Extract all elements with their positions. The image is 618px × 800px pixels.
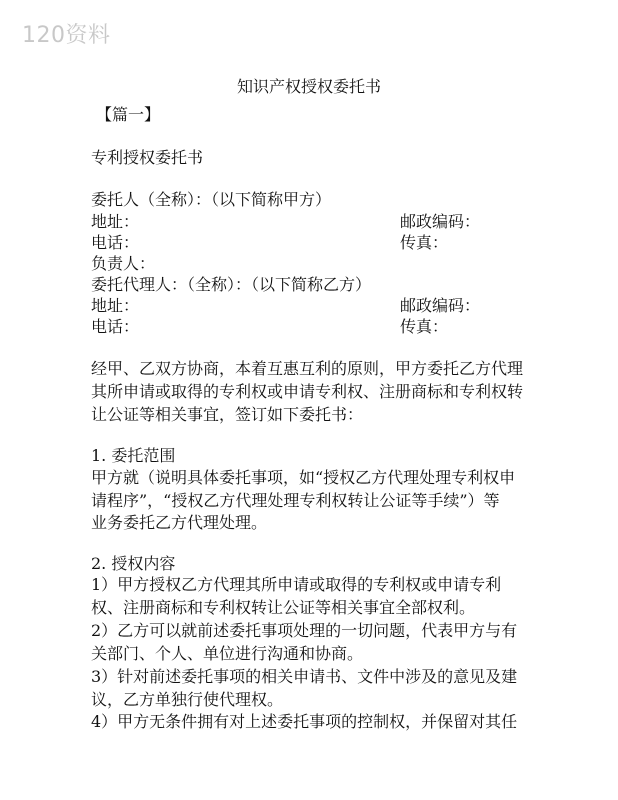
agent-postcode-label: 邮政编码： [400,296,481,315]
intro-line: 其所申请或取得的专利权或申请专利权、注册商标和专利权转 [91,382,524,401]
agent-address-label: 地址： [91,296,140,315]
client-person-label: 负责人： [91,254,156,273]
agent-phone-label: 电话： [91,317,140,336]
section-1-line: 业务委托乙方代理处理。 [91,513,268,532]
watermark-logo: 120资料 [22,23,111,48]
section-2-line: 4）甲方无条件拥有对上述委托事项的控制权，并保留对其任 [91,712,518,731]
document-title: 知识产权授权委托书 [236,77,381,96]
client-fax-label: 传真： [400,233,449,252]
section-2-heading: 2. 授权内容 [91,554,176,573]
section-1-line: 请程序”，“授权乙方代理处理专利权转让公证等手续”）等 [91,491,500,510]
section-1-heading: 1. 委托范围 [91,446,176,465]
section-2-line: 1）甲方授权乙方代理其所申请或取得的专利权或申请专利 [91,575,502,594]
section-tag: 【篇一】 [96,105,161,124]
client-postcode-label: 邮政编码： [400,212,481,231]
agent-fax-label: 传真： [400,317,449,336]
section-1-line: 甲方就（说明具体委托事项，如“授权乙方代理处理专利权申 [91,468,516,487]
agent-label: 委托代理人：（全称）：（以下简称乙方） [91,275,372,294]
section-2-line: 3）针对前述委托事项的相关申请书、文件中涉及的意见及建 [91,667,518,686]
section-2-line: 2）乙方可以就前述委托事项处理的一切问题，代表甲方与有 [91,621,518,640]
intro-line: 让公证等相关事宜，签订如下委托书： [91,405,364,424]
client-address-label: 地址： [91,212,140,231]
section-2-line: 关部门、个人、单位进行沟通和协商。 [91,644,364,663]
section-2-line: 议，乙方单独行使代理权。 [91,690,284,709]
client-label: 委托人（全称）：（以下简称甲方） [91,190,332,209]
client-phone-label: 电话： [91,233,140,252]
section-2-line: 权、注册商标和专利权转让公证等相关事宜全部权利。 [91,598,476,617]
subtitle: 专利授权委托书 [91,148,204,167]
intro-line: 经甲、乙双方协商，本着互惠互利的原则，甲方委托乙方代理 [91,359,524,378]
